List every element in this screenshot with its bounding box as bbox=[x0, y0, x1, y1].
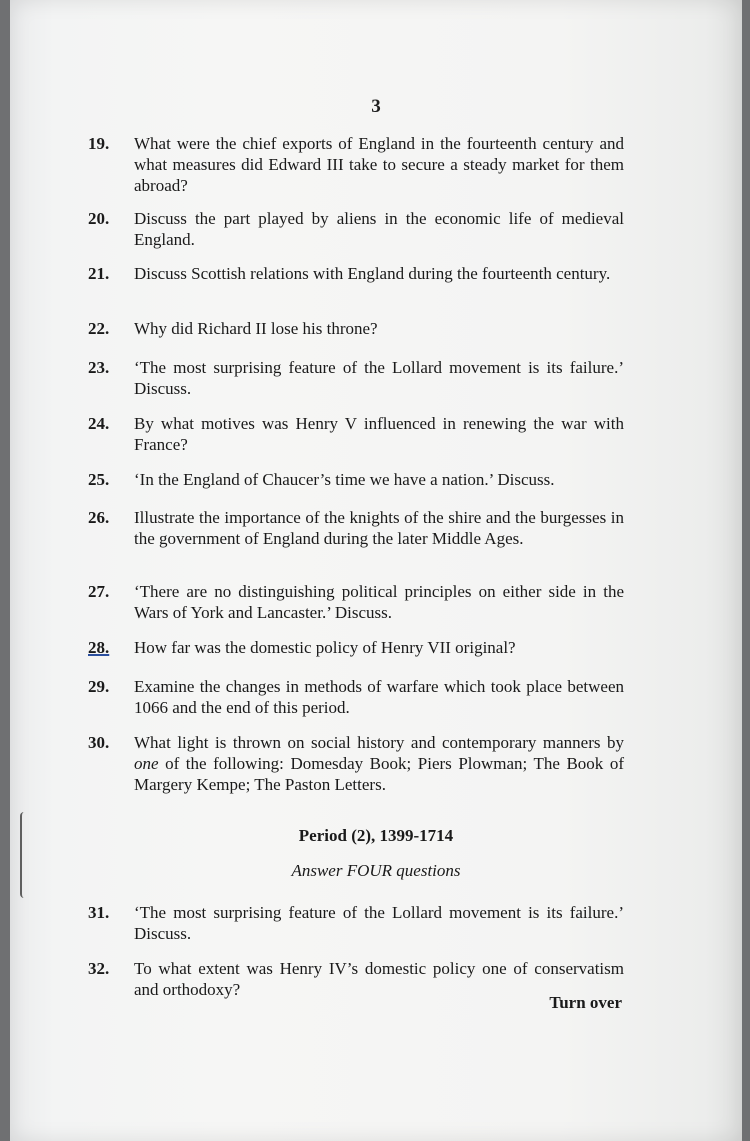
question-text: Discuss Scottish relations with England during the fourteenth century. bbox=[134, 264, 611, 283]
question-20 bbox=[88, 208, 624, 250]
question-text: ‘The most surprising feature of the Lollard movement is its failure.’ Discuss. bbox=[134, 903, 624, 943]
question-number: 20. bbox=[88, 209, 110, 228]
question-31 bbox=[88, 902, 624, 944]
question-text bbox=[134, 732, 624, 795]
question-number: 19. bbox=[88, 134, 110, 153]
question-25 bbox=[88, 469, 624, 490]
question-28 bbox=[88, 637, 624, 658]
page-number: 3 bbox=[371, 96, 381, 117]
question-number: 31. bbox=[88, 903, 110, 922]
question-text-part: of the following: Domesday Book; Piers Plowman; The Book of Margery Kempe; The Paston Letters. bbox=[134, 754, 624, 794]
question-22 bbox=[88, 318, 624, 339]
question-number: 25. bbox=[88, 470, 110, 489]
question-text: ‘There are no distinguishing political principles on either side in the Wars of York and Lancaster.’ Discuss. bbox=[134, 582, 624, 622]
question-text-part: What light is thrown on social history and contemporary manners by bbox=[134, 733, 624, 752]
question-30 bbox=[88, 732, 624, 795]
question-number: 23. bbox=[88, 358, 110, 377]
question-text: To what extent was Henry IV’s domestic policy one of conservatism and orthodoxy? bbox=[134, 959, 624, 999]
question-number: 22. bbox=[88, 319, 110, 338]
question-number: 30. bbox=[88, 733, 110, 752]
question-27 bbox=[88, 581, 624, 623]
question-text: How far was the domestic policy of Henry VII original? bbox=[134, 638, 516, 657]
question-number: 27. bbox=[88, 582, 110, 601]
question-number: 21. bbox=[88, 264, 110, 283]
question-text-emphasis: one bbox=[134, 754, 159, 773]
question-number: 29. bbox=[88, 677, 110, 696]
question-number: 26. bbox=[88, 508, 110, 527]
exam-page bbox=[10, 0, 742, 1141]
section-instruction: Answer FOUR questions bbox=[291, 861, 461, 880]
question-text: Why did Richard II lose his throne? bbox=[134, 319, 378, 338]
question-26 bbox=[88, 507, 624, 549]
question-32 bbox=[88, 958, 624, 1000]
question-21 bbox=[88, 263, 624, 284]
section-title: Period (2), 1399-1714 bbox=[298, 826, 454, 845]
binding-staple-mark bbox=[20, 812, 34, 898]
question-24 bbox=[88, 413, 624, 455]
question-23 bbox=[88, 357, 624, 399]
question-text: Illustrate the importance of the knights of the shire and the burgesses in the government of England during the later Middle Ages. bbox=[134, 508, 624, 548]
question-29 bbox=[88, 676, 624, 718]
question-text: ‘In the England of Chaucer’s time we have a nation.’ Discuss. bbox=[134, 470, 555, 489]
question-text: What were the chief exports of England in the fourteenth century and what measures did Edward III take to secure a steady market for them abroad? bbox=[134, 134, 624, 195]
question-19 bbox=[88, 133, 624, 196]
question-text: Examine the changes in methods of warfare which took place between 1066 and the end of this period. bbox=[134, 677, 624, 717]
question-number: 32. bbox=[88, 959, 110, 978]
question-text: Discuss the part played by aliens in the economic life of medieval England. bbox=[134, 209, 624, 249]
question-number: 28. bbox=[88, 638, 110, 657]
question-text: By what motives was Henry V influenced in renewing the war with France? bbox=[134, 414, 624, 454]
question-text: ‘The most surprising feature of the Lollard movement is its failure.’ Discuss. bbox=[134, 358, 624, 398]
turn-over-note: Turn over bbox=[549, 993, 622, 1012]
question-number: 24. bbox=[88, 414, 110, 433]
